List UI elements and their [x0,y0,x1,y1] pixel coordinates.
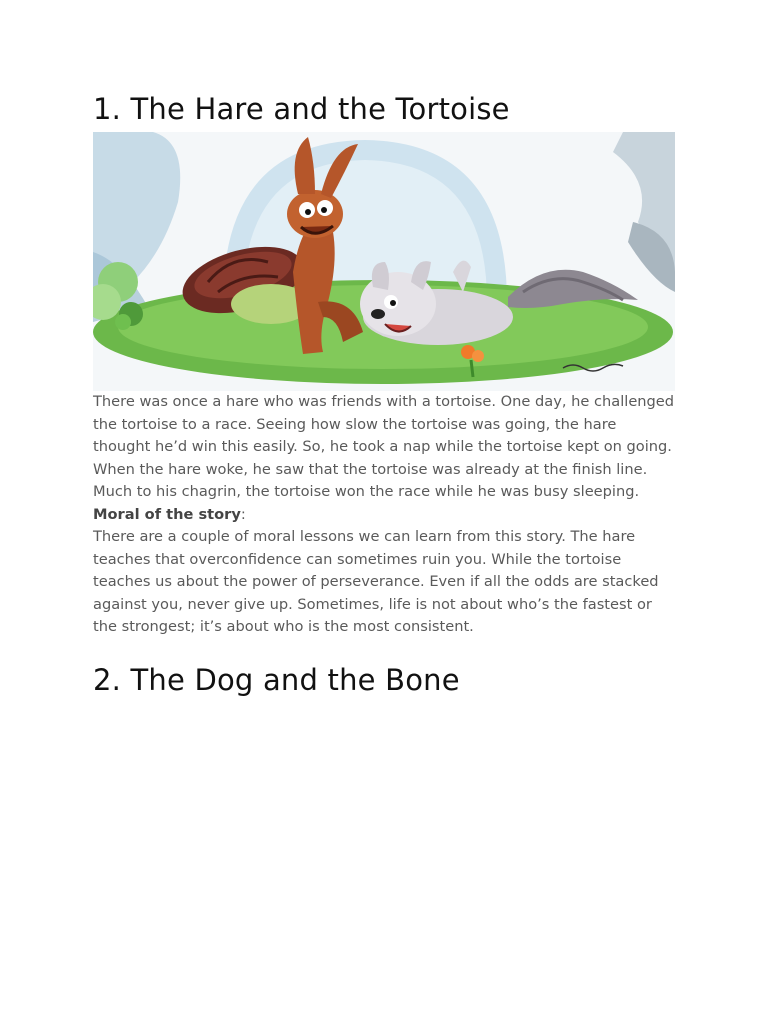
moral-paragraph: There are a couple of moral lessons we can learn from this story. The hare teaches that overconfidence can sometimes ruin you. While the tortoise teaches us about the power of perseverance. Even if all the odds are stacked against you, never give up. Sometimes, life is not about who’s the fastest or the strongest; it’s about who is the most consistent. [93,528,659,635]
hare-tortoise-illustration [93,132,675,391]
story-title-dog-bone: 2. The Dog and the Bone [93,663,460,697]
story-paragraph: There was once a hare who was friends with a tortoise. One day, he challenged the tortoise to a race. Seeing how slow the tortoise was going, the hare thought he’d win this easily. So, he took a nap while the tortoise kept on going. When the hare woke, he saw that the tortoise was already at the finish line. Much to his chagrin, the tortoise won the race while he was busy sleeping. [93,393,675,500]
moral-colon: : [240,505,246,523]
story-title-hare-tortoise: 1. The Hare and the Tortoise [93,92,510,126]
story-body [93,391,675,639]
moral-heading [93,504,675,527]
moral-label: Moral of the story [93,505,241,523]
